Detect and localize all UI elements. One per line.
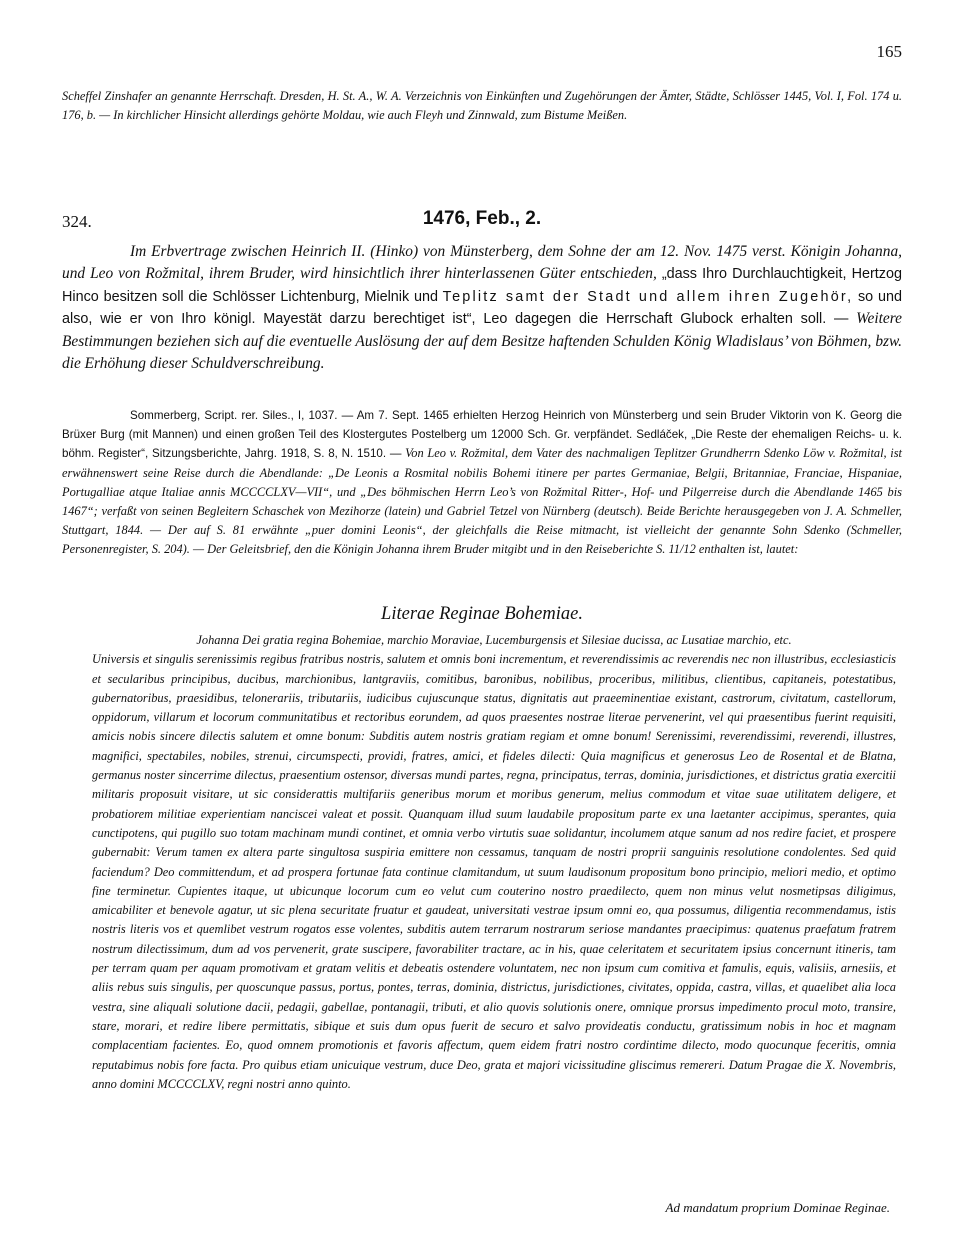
letter-text (92, 631, 896, 1094)
footnote-continuation: Scheffel Zinshafer an genannte Herrschaft. Dresden, H. St. A., W. A. Verzeichnis von Einkünften und Zugehörungen der Ämter, Städte, Schlösser 1445, Vol. I, Fol. 174 u. 176, b. — In kirchlicher Hinsicht allerdings gehörte Moldau, wie auch Fleyh und Zinnwald, zum Bistume Meißen. (62, 89, 902, 123)
regest-quote-2: so und also, wie er von Ihro königl. Mayestät darzu berechtiget ist“, Leo dagegen die Herrschaft Glubock erhalten soll. — (62, 288, 902, 328)
source-notes (62, 406, 902, 560)
regest-quote-1: „dass Ihro Durchlauchtigkeit, Hertzog Hinco besitzen soll die Schlösser Lichtenburg, Mielnik und (62, 266, 902, 305)
entry-date: 1476, Feb., 2. (422, 208, 542, 229)
entry-heading (62, 208, 902, 238)
source-notes-upright: Sommerberg, Script. rer. Siles., I, 1037. — Am 7. Sept. 1465 erhielten Herzog Heinrich von Münsterberg und sein Bruder Viktorin von K. Georg die Brüxer Burg (mit Mannen) und einen großen Teil des Klostergutes Postelberg um 12000 Sch. Gr. verpfändet. Sedláček, „Die Reste der ehemaligen Reichs- u. k. böhm. Register“, Sitzungsberichte, Jahrg. 1918, S. 8, N. 1510. — (62, 409, 902, 461)
book-page (62, 30, 902, 1230)
letter-body: Universis et singulis serenissimis regibus fratribus nostris, salutem et omnis boni incrementum, et reverendissimis ac reverendis nec non illustribus, ecclesiasticis et secularibus principibus, ducibus, marchionibus, lantgraviis, comitibus, baronibus, nobilibus, proceribus, militibus, clientibus, capitaneis, potestatibus, gubernatoribus, praesidibus, telonerariis, tributariis, iudicibus cujuscunque status, dignitatis aut praeeminentiae existant, castrorum, civitatum, castellorum, oppidorum, villarum et locorum communitatibus et rectoribus eorundem, ad quos praesentes nostrae literae pervenerint, vel qui praesentibus fuerint requisiti, amicis nobis sincere dilectis salutem et omne bonum: Subditis autem nostris gratiam regiam et omne bonum! Serenissimi, reverendissimi, reverendi, illustres, magnifici, spectabiles, nobiles, strenui, circumspecti, providi, fratres, amici, et fideles dilecti: Quia magnificus et generosus Leo de Rosental et de Blatna, germanus noster sincerrime dilectus, praesentium ostensor, diversas mundi partes, regna, principatus, terras, dominia, jurisdictiones, et districtus gratia exercitii militaris proposuit visitare, ut sic considerattis multifariis generibus morum et moribus generum, melius commodum et vitae suae utilitatem deligere, et probatiorem militiae experientiam nanciscei valeat et possit. Quanquam illud suum laudabile propositum parte ex una laetanter accipimus, sperantes, quia cunctipotens, qui pugillo suo totam machinam mundi continet, et omnia verbo virtutis suae solidantur, incolumem atque sanum ad nos redire faciet, et prospere gubernabit: Verum tamen ex altera parte singultosa suspiria emittere non cessamus, tanquam de nostri proprii sanguinis resolutione condolentes. Sed quid faciendum? Deo committendum, et ad prospera fortunae fata continue clamitandum, ut suum laudisonum propositum bono principio, meliori medio, et optimo fine terminetur. Cupientes itaque, ut ubicunque locorum cum eo velut cum couterino nostro praedilecto, quem non minus velut nosmetipsas diligimus, amicabiliter et benevole agatur, ut sic plena securitate fruatur et gaudeat, universitati vestrae ipsum omni eo, qua possumus, diligentia recommendamus, istis nostris literis vos et quemlibet vestrum rogatos esse volentes, subditis autem terrarum nostrarum seriose mandantes praecipimus: quatenus praefatum fratrem nostrum dilectissimum, dum ad vos pervenerit, grate suscipere, favorabiliter tractare, ac in his, quae celeritatem et securitatem ipsius concernunt itineris, tam per terram quam per aquam promotivam et gratam velitis et debeatis ostendere voluntatem, nec non ipsum cum comitiva et famulis, equis, valisiis, arnesiis, et aliis rebus suis singulis, per quoscunque passus, portus, pontes, terras, dominia, districtus, jurisdictiones, civitates, oppida, castra, villas, et quaelibet alia loca vestra, sine aliquali solutione dacii, pedagii, gabellae, pontanagii, tributi, et alio quovis solutionis onere, omnique prorsus impedimento procul moto, transire, stare, morari, et redire libere permittatis, sibique et suis dum opus fuerit de securo et salvo provideatis conductu, gratissimum nobis in hoc et magnam complacentiam facientes. Eo, quod omnem promotionis et favoris affectum, quem eidem fratri nostro cordintime dilecto, modo quocunque feceritis, omnia reputabimus nobis fore facta. Pro quibus etiam unicuique vestrum, duce Deo, grata et majori vicissitudine gliscimus remereri. Datum Pragae die X. Novembris, anno domini MCCCCLXV, regni nostri anno quinto. (92, 652, 896, 1091)
regest-conclusion: Weitere Bestimmungen beziehen sich auf die eventuelle Auslösung der auf dem Besitze haftenden Schulden König Wladislaus’ von Böhmen, bzw. die Erhöhung dieser Schuldverschreibung. (62, 310, 902, 373)
regest-paragraph (62, 241, 902, 375)
regest-spaced-text: Teplitz samt der Stadt und allem ihren Zugehör, (442, 288, 854, 305)
regest-intro: Im Erbvertrage zwischen Heinrich II. (Hinko) von Münsterberg, dem Sohne der am 12. Nov. 1475 verst. Königin Johanna, und Leo von Rožmital, ihrem Bruder, wird hinsichtlich ihrer hinterlassenen Güter entschieden, (62, 243, 902, 283)
letter-subscription: Ad mandatum proprium Dominae Reginae. (665, 1200, 890, 1215)
source-notes-italic: Von Leo v. Rožmital, dem Vater des nachmaligen Teplitzer Grundherrn Sdenko Löw v. Rožmital, ist erwähnenswert seine Reise durch die Abendlande: „De Leonis a Rosmital nobilis Bohemi itinere per partes Germaniae, Belgii, Britanniae, Franciae, Hispaniae, Portugalliae atque Italiae annis MCCCCLXV—VII“, und „Des böhmischen Herrn Leo’s von Rožmital Ritter-, Hof- und Pilgerreise durch die Abendlande 1465 bis 1467“; verfaßt von seinen Begleitern Schaschek von Mezihorze (latein) und Gabriel Tetzel von Nürnberg (deutsch). Beide Berichte herausgegeben von J. A. Schmeller, Stuttgart, 1844. — Der auf S. 81 erwähnte „puer domini Leonis“, der gleichfalls die Reise mitmacht, ist vielleicht der genannte Sohn Sdenko (Schmeller, Personenregister, S. 204). — Der Geleitsbrief, den die Königin Johanna ihrem Bruder mitgibt und in den Reiseberichte S. 11/12 enthalten ist, lautet: (62, 446, 902, 557)
letter-intitulatio: Johanna Dei gratia regina Bohemiae, marchio Moraviae, Lucemburgensis et Silesiae ducissa, ac Lusatiae marchio, etc. (196, 633, 792, 647)
page-number: 165 (876, 42, 902, 61)
entry-number: 324. (62, 212, 92, 231)
document-title: Literae Reginae Bohemiae. (381, 604, 583, 624)
